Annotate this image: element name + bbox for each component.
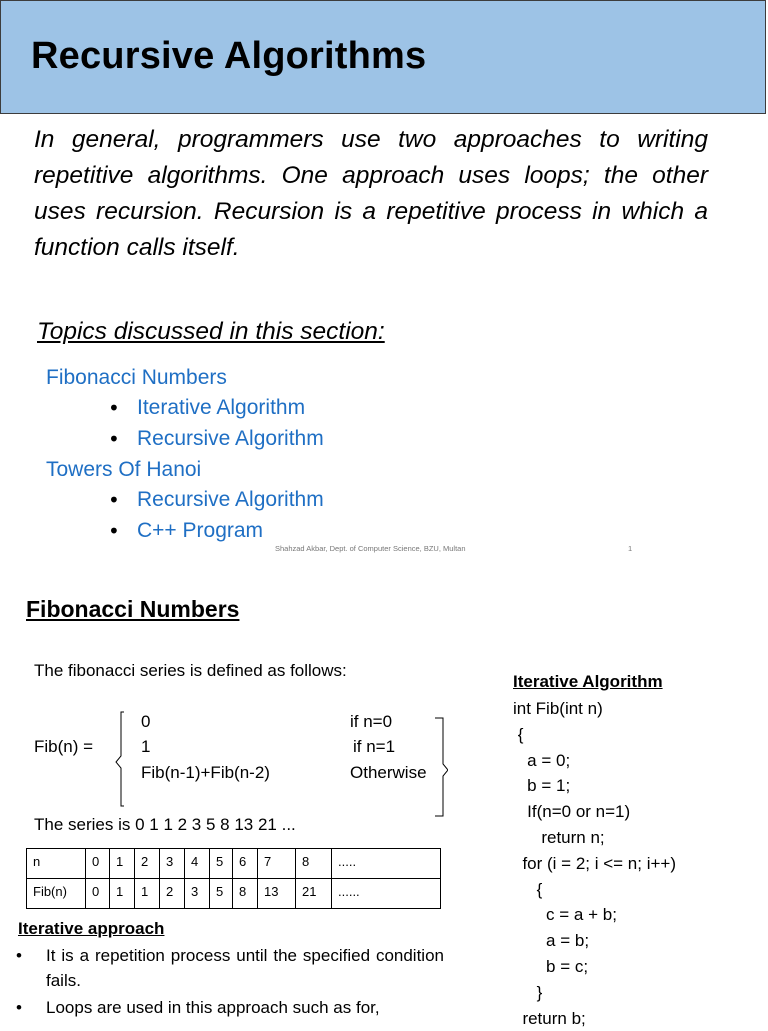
table-cell: 1 xyxy=(135,879,160,909)
topic-fib-recursive: Recursive Algorithm xyxy=(137,427,324,450)
code-line: b = 1; xyxy=(513,776,571,796)
bullet: • xyxy=(108,488,120,512)
definition-text: The fibonacci series is defined as follows: xyxy=(34,661,347,680)
list-item xyxy=(14,943,444,993)
case-condition: if n=0 xyxy=(350,712,393,731)
table-row xyxy=(27,849,441,879)
table-cell: 8 xyxy=(233,879,258,909)
title-bar xyxy=(0,0,766,114)
code-line: for (i = 2; i <= n; i++) xyxy=(513,853,676,873)
bullet: • xyxy=(108,519,120,543)
approach-list xyxy=(14,943,444,1020)
fib-table xyxy=(26,848,441,909)
approach-point: Loops are used in this approach such as for, xyxy=(46,998,380,1017)
topic-hanoi-cpp: C++ Program xyxy=(137,519,264,542)
table-cell: 7 xyxy=(258,849,296,879)
topic-hanoi: Towers Of Hanoi xyxy=(46,458,202,481)
bullet: • xyxy=(16,998,22,1017)
code-line: a = b; xyxy=(513,931,590,951)
table-cell: n xyxy=(27,849,86,879)
table-cell: 5 xyxy=(210,879,233,909)
code-line: If(n=0 or n=1) xyxy=(513,802,631,822)
table-cell: 2 xyxy=(160,879,185,909)
bullet: • xyxy=(108,396,120,420)
page-number: 1 xyxy=(628,544,633,553)
fibonacci-heading: Fibonacci Numbers xyxy=(26,596,240,622)
slide-2 xyxy=(0,566,768,1028)
code-line: return b; xyxy=(513,1008,586,1028)
table-cell: 21 xyxy=(296,879,332,909)
table-cell: 3 xyxy=(185,879,210,909)
approach-point: It is a repetition process until the specified condition fails. xyxy=(46,946,444,990)
intro-paragraph: In general, programmers use two approaches to writing repetitive algorithms. One approach uses loops; the other uses recursion. Recursion is a repetitive process in which a function calls itself. xyxy=(34,126,708,261)
table-cell: 1 xyxy=(110,849,135,879)
table-row xyxy=(27,879,441,909)
table-cell: 0 xyxy=(86,879,110,909)
case-value: Fib(n-1)+Fib(n-2) xyxy=(141,763,270,782)
table-cell: ..... xyxy=(332,849,441,879)
case-condition: if n=1 xyxy=(353,737,396,756)
table-cell: 8 xyxy=(296,849,332,879)
code-line: c = a + b; xyxy=(513,905,617,925)
topic-hanoi-recursive: Recursive Algorithm xyxy=(137,488,324,511)
list-item xyxy=(14,995,444,1020)
code-line: } xyxy=(513,982,543,1002)
case-condition: Otherwise xyxy=(350,763,427,782)
series-text: The series is 0 1 1 2 3 5 8 13 21 ... xyxy=(34,815,296,834)
code-line: { xyxy=(513,724,524,744)
code-line: b = c; xyxy=(513,956,589,976)
bullet: • xyxy=(16,946,22,965)
footer-author: Shahzad Akbar, Dept. of Computer Science, BZU, Multan xyxy=(275,544,466,553)
table-cell: ...... xyxy=(332,879,441,909)
table-cell: 6 xyxy=(233,849,258,879)
case-value: 1 xyxy=(141,737,151,756)
table-cell: 1 xyxy=(110,879,135,909)
bullet: • xyxy=(108,427,120,451)
table-cell: 0 xyxy=(86,849,110,879)
slide-title: Recursive Algorithms xyxy=(31,35,427,77)
iterative-approach-heading: Iterative approach xyxy=(18,919,165,938)
code-line: int Fib(int n) xyxy=(513,699,603,718)
table-cell: 4 xyxy=(185,849,210,879)
table-cell: 3 xyxy=(160,849,185,879)
fib-label: Fib(n) = xyxy=(34,737,94,756)
code-line: { xyxy=(513,879,543,899)
iterative-algorithm-heading: Iterative Algorithm xyxy=(513,672,663,691)
left-brace xyxy=(112,710,128,810)
code-line: return n; xyxy=(513,827,605,847)
topic-fibonacci: Fibonacci Numbers xyxy=(46,366,227,389)
table-cell: 2 xyxy=(135,849,160,879)
table-cell: Fib(n) xyxy=(27,879,86,909)
right-brace xyxy=(432,716,448,820)
code-block xyxy=(513,696,676,1031)
code-line: a = 0; xyxy=(513,750,571,770)
topic-fib-iterative: Iterative Algorithm xyxy=(137,396,306,419)
table-cell: 5 xyxy=(210,849,233,879)
table-cell: 13 xyxy=(258,879,296,909)
topics-heading: Topics discussed in this section: xyxy=(37,318,385,345)
case-value: 0 xyxy=(141,712,151,731)
